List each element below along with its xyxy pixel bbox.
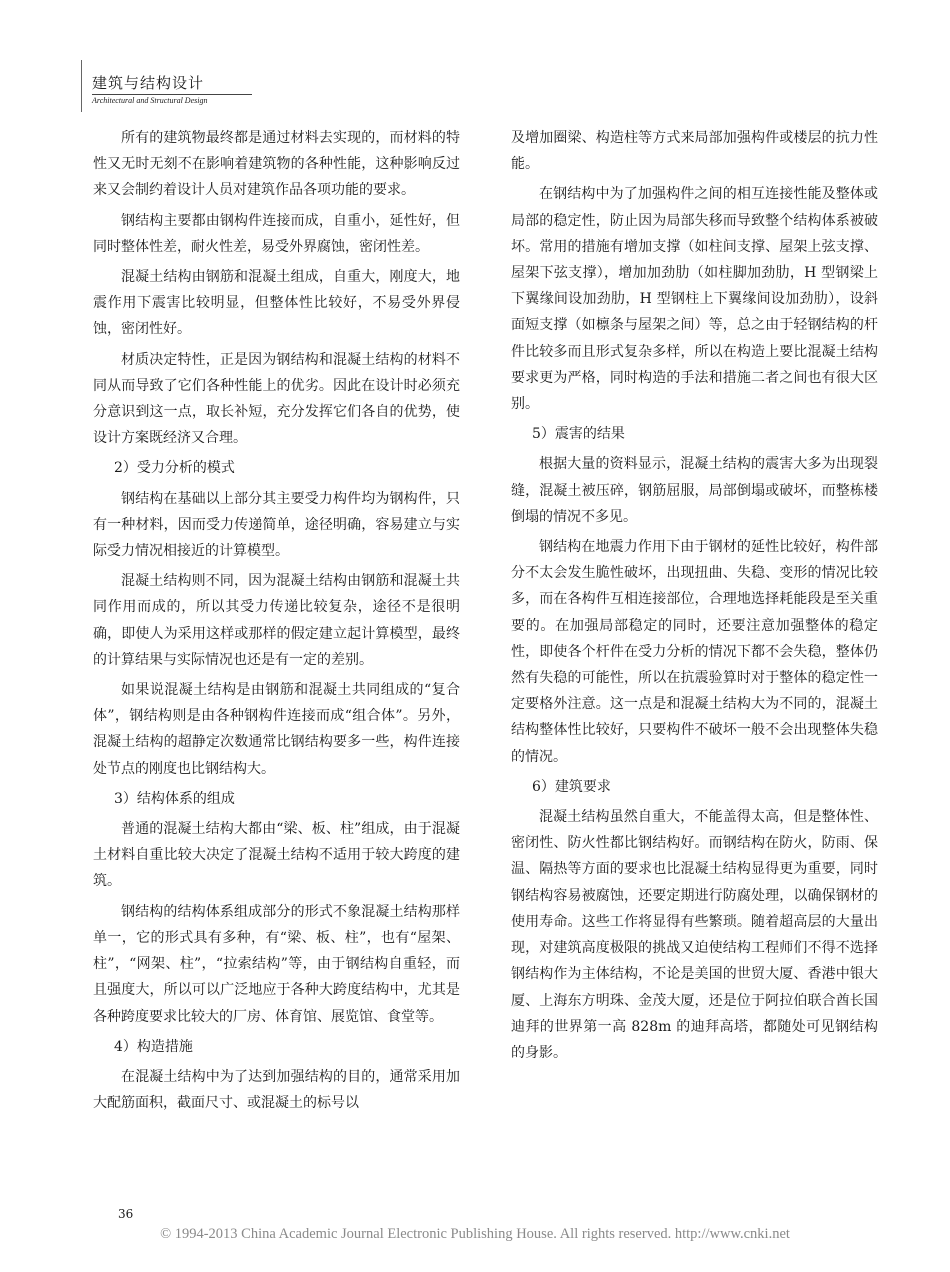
paragraph: 混凝土结构由钢筋和混凝土组成，自重大，刚度大，地震作用下震害比较明显，但整体性比较好，不易受外界侵蚀，密闭性好。 <box>93 269 460 338</box>
paragraph: 混凝土结构虽然自重大，不能盖得太高，但是整体性、密闭性、防火性都比钢结构好。而钢结构在防火，防雨、保温、隔热等方面的要求也比混凝土结构显得更为重要，同时钢结构容易被腐蚀，还要定期进行防腐处理，以确保钢材的使用寿命。这些工作将显得有些繁琐。随着超高层的大量出现，对建筑高度极限的挑战又迫使结构工程师们不得不选择钢结构作为主体结构，不论是美国的世贸大厦、香港中银大厦、上海东方明珠、金茂大厦，还是位于阿拉伯联合酋长国迪拜的世界第一高 828m 的迪拜高塔，都随处可见钢结构的身影。 <box>511 809 878 1061</box>
paragraph: 根据大量的资料显示，混凝土结构的震害大多为出现裂缝，混凝土被压碎，钢筋屈服，局部倒塌或破坏，而整栋楼倒塌的情况不多见。 <box>511 456 878 525</box>
section-heading: 6）建筑要求 <box>532 778 611 795</box>
journal-title: 建筑与结构设计 <box>92 74 205 92</box>
paragraph: 普通的混凝土结构大都由“梁、板、柱”组成，由于混凝土材料自重比较大决定了混凝土结构不适用于较大跨度的建筑。 <box>93 821 460 890</box>
header-vertical-rule <box>81 60 82 112</box>
paragraph: 所有的建筑物最终都是通过材料去实现的，而材料的特性又无时无刻不在影响着建筑物的各种性能，这种影响反过来又会制约着设计人员对建筑作品各项功能的要求。 <box>93 130 460 199</box>
paragraph: 钢结构在基础以上部分其主要受力构件均为钢构件，只有一种材料，因而受力传递简单，途径明确，容易建立与实际受力情况相接近的计算模型。 <box>93 490 460 560</box>
paragraph: 钢结构的结构体系组成部分的形式不象混凝土结构那样单一，它的形式具有多种，有“梁、板、柱”，也有“屋架、柱”，“网架、柱”，“拉索结构”等，由于钢结构自重轻，而且强度大，所以可以广泛地应于各种大跨度结构中，尤其是各种跨度要求比较大的厂房、体育馆、展览馆、食堂等。 <box>93 903 460 1025</box>
section-heading: 5）震害的结果 <box>532 426 625 443</box>
paragraph: 钢结构在地震力作用下由于钢材的延性比较好，构件部分不太会发生脆性破坏，出现扭曲、失稳、变形的情况比较多，而在各构件互相连接部位，合理地选择耗能段是至关重要的。在加强局部稳定的同时，还要注意加强整体的稳定性，即使各个杆件在受力分析的情况下都不会失稳，整体仍然有失稳的可能性，所以在抗震验算时对于整体的稳定性一定要格外注意。这一点是和混凝土结构大为不同的，混凝土结构整体性比较好，只要构件不破坏一般不会出现整体失稳的情况。 <box>511 539 878 765</box>
section-heading: 2）受力分析的模式 <box>114 460 235 477</box>
journal-subtitle: Architectural and Structural Design <box>92 96 208 105</box>
header-rule <box>92 94 252 95</box>
paragraph: 材质决定特性，正是因为钢结构和混凝土结构的材料不同从而导致了它们各种性能上的优劣。因此在设计时必须充分意识到这一点，取长补短，充分发挥它们各自的优势，使设计方案既经济又合理。 <box>93 351 460 447</box>
paragraph: 在混凝土结构中为了达到加强结构的目的，通常采用加大配筋面积，截面尺寸、或混凝土的标号以 <box>93 1068 460 1112</box>
copyright-footer: © 1994-2013 China Academic Journal Electronic Publishing House. All rights reserved. http://www.cnki.net <box>160 1226 790 1242</box>
page-number: 36 <box>118 1207 134 1221</box>
right-column <box>511 125 878 1070</box>
paragraph: 如果说混凝土结构是由钢筋和混凝土共同组成的“复合体”，钢结构则是由各种钢构件连接而成“组合体”。另外，混凝土结构的超静定次数通常比钢结构要多一些，构件连接处节点的刚度也比钢结构大。 <box>93 682 460 777</box>
paragraph: 混凝土结构则不同，因为混凝土结构由钢筋和混凝土共同作用而成的，所以其受力传递比较复杂，途径不是很明确，即使人为采用这样或那样的假定建立起计算模型，最终的计算结果与实际情况也还是有一定的差别。 <box>93 573 460 668</box>
paragraph: 在钢结构中为了加强构件之间的相互连接性能及整体或局部的稳定性，防止因为局部失移而导致整个结构体系被破坏。常用的措施有增加支撑（如柱间支撑、屋架上弦支撑、屋架下弦支撑），增加加劲肋（如柱脚加劲肋，H 型钢梁上下翼缘间设加劲肋，H 型钢柱上下翼缘间设加劲肋），设斜面短支撑（如檩条与屋架之间）等，总之由于轻钢结构的杆件比较多而且形式复杂多样，所以在构造上要比混凝土结构要求更为严格，同时构造的手法和措施二者之间也有很大区别。 <box>511 186 878 413</box>
section-heading: 4）构造措施 <box>114 1038 193 1055</box>
paragraph: 钢结构主要都由钢构件连接而成，自重小，延性好，但同时整体性差，耐火性差，易受外界腐蚀，密闭性差。 <box>93 212 460 255</box>
paragraph: 及增加圈梁、构造柱等方式来局部加强构件或楼层的抗力性能。 <box>511 130 878 173</box>
section-heading: 3）结构体系的组成 <box>114 790 235 807</box>
left-column <box>93 125 460 1120</box>
